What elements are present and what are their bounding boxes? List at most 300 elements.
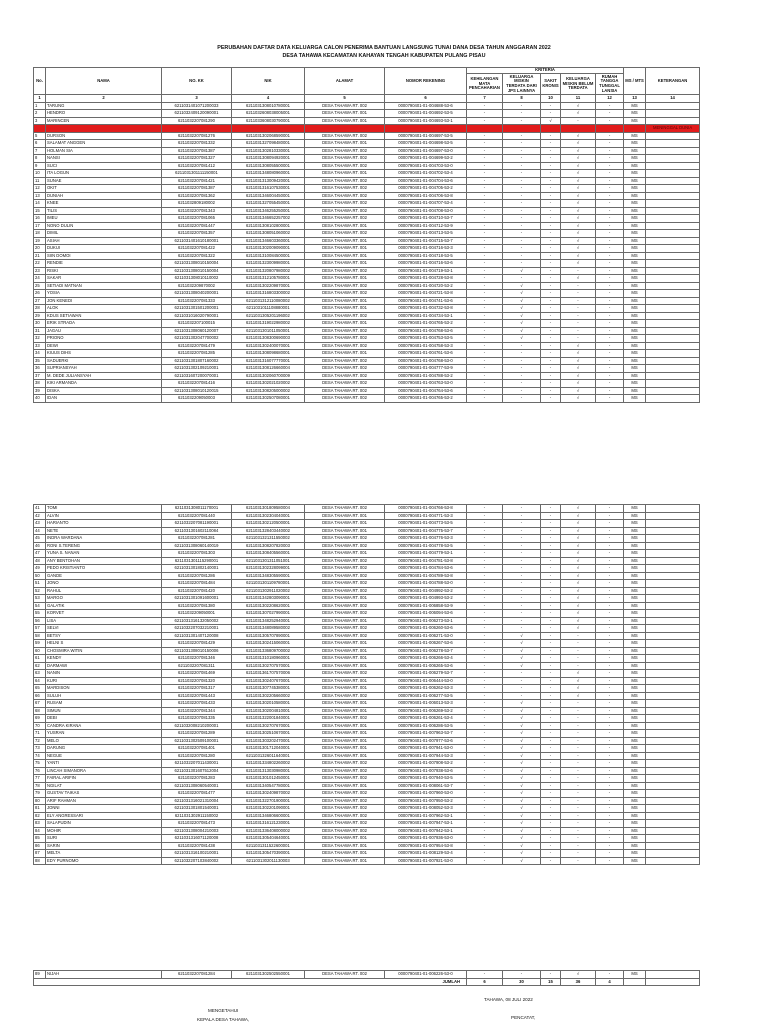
- row-kriteria-5: -: [596, 737, 624, 745]
- row-nokk: 6211031401610180001: [162, 237, 232, 245]
- row-nama: NEGUE: [46, 752, 162, 760]
- row-kriteria-4: √: [561, 595, 596, 603]
- row-kriteria-3: -: [541, 207, 561, 215]
- row-nama: EPITO: [46, 125, 162, 133]
- row-nokk: 6211032207081190001: [162, 520, 232, 528]
- row-alamat: DESA TAHAWA RT. 001: [305, 237, 385, 245]
- row-kriteria-4: √: [561, 140, 596, 148]
- row-kriteria-3: -: [541, 842, 561, 850]
- row-kriteria-3: -: [541, 557, 561, 565]
- row-keterangan: [646, 297, 700, 305]
- row-kriteria-2: √: [503, 647, 541, 655]
- row-nama: SULUH: [46, 692, 162, 700]
- row-kriteria-4: -: [561, 775, 596, 783]
- row-nokk: 6211032207103840002: [162, 857, 232, 865]
- row-kriteria-2: √: [503, 730, 541, 738]
- row-kriteria-1: -: [467, 580, 503, 588]
- row-nama: ARIF RAHMAN: [46, 797, 162, 805]
- row-no: 74: [34, 752, 46, 760]
- row-kriteria-3: -: [541, 170, 561, 178]
- row-no: 70: [34, 722, 46, 730]
- row-keterangan: [646, 587, 700, 595]
- row-nokk: 6211031308011170001: [162, 505, 232, 513]
- row-kriteria-3: -: [541, 692, 561, 700]
- row-kriteria-5: -: [596, 805, 624, 813]
- row-kriteria-3: -: [541, 140, 561, 148]
- header-number-2: 2: [46, 95, 162, 103]
- row-nik: 6211031308207820003: [232, 542, 305, 550]
- row-nik: 6211031302304040001: [232, 512, 305, 520]
- table-row: [34, 677, 700, 685]
- row-nama: HOLMAN SIA: [46, 147, 162, 155]
- row-rekening: 0000790401-01-004703-53-0: [385, 162, 467, 170]
- table-row: [34, 797, 700, 805]
- row-nik: 6211031308055500001: [232, 162, 305, 170]
- row-no: 19: [34, 237, 46, 245]
- row-keterangan: [646, 610, 700, 618]
- row-msmts: MS: [624, 267, 646, 275]
- row-kriteria-4: √: [561, 542, 596, 550]
- row-kriteria-2: -: [503, 617, 541, 625]
- table-row: [34, 647, 700, 655]
- row-kriteria-5: -: [596, 692, 624, 700]
- row-kriteria-5: -: [596, 312, 624, 320]
- row-keterangan: [646, 305, 700, 313]
- row-kriteria-5: -: [596, 842, 624, 850]
- table-row: [34, 632, 700, 640]
- table-row: [34, 670, 700, 678]
- row-kriteria-2: -: [503, 677, 541, 685]
- table-row: [34, 170, 700, 178]
- row-kriteria-1: -: [467, 230, 503, 238]
- row-kriteria-3: -: [541, 737, 561, 745]
- row-keterangan: [646, 790, 700, 798]
- row-kriteria-3: -: [541, 745, 561, 753]
- row-keterangan: [646, 685, 700, 693]
- row-kriteria-4: √: [561, 185, 596, 193]
- row-alamat: DESA TAHAWA RT. 002: [305, 177, 385, 185]
- row-rekening: 0000790401-01-004753-53-5: [385, 335, 467, 343]
- row-kriteria-1: -: [467, 245, 503, 253]
- row-keterangan: [646, 387, 700, 395]
- row-kriteria-3: -: [541, 512, 561, 520]
- row-nama: EDY PURNOMO: [46, 857, 162, 865]
- row-keterangan: [646, 595, 700, 603]
- row-kriteria-2: -: [503, 692, 541, 700]
- row-no: 49: [34, 565, 46, 573]
- row-nokk: 6211032207100015: [162, 320, 232, 328]
- row-kriteria-2: -: [503, 162, 541, 170]
- row-kriteria-4: √: [561, 380, 596, 388]
- row-kriteria-1: -: [467, 335, 503, 343]
- row-kriteria-3: -: [541, 632, 561, 640]
- header-number-9: 10: [541, 95, 561, 103]
- row-kriteria-2: -: [503, 670, 541, 678]
- row-msmts: MS: [624, 625, 646, 633]
- row-no: 44: [34, 527, 46, 535]
- row-kriteria-1: -: [467, 565, 503, 573]
- row-kriteria-5: -: [596, 102, 624, 110]
- row-nokk: 6211032207081440: [162, 512, 232, 520]
- row-nik: 6211031316107530001: [232, 185, 305, 193]
- row-kriteria-1: -: [467, 617, 503, 625]
- total-k2: 30: [503, 978, 541, 986]
- row-rekening: 0000790401-01-006271-53-0: [385, 632, 467, 640]
- row-no: 61: [34, 655, 46, 663]
- table-row: [34, 192, 700, 200]
- row-nik: 6211031346603360001: [232, 237, 305, 245]
- row-keterangan: [646, 290, 700, 298]
- row-alamat: DESA TAHAWA RT. 001: [305, 320, 385, 328]
- header-number-13: 14: [646, 95, 700, 103]
- row-kriteria-5: -: [596, 125, 624, 133]
- row-nama: SETIADI MATNAN: [46, 282, 162, 290]
- row-nama: NANSI: [46, 155, 162, 163]
- row-no: 55: [34, 610, 46, 618]
- row-rekening: 0000790401-01-004732-53-8: [385, 305, 467, 313]
- row-kriteria-3: -: [541, 550, 561, 558]
- row-nik: 6211031340547780001: [232, 782, 305, 790]
- row-keterangan: [646, 252, 700, 260]
- row-kriteria-2: √: [503, 737, 541, 745]
- row-kriteria-2: -: [503, 350, 541, 358]
- row-rekening: 0000790401-01-004698-53-5: [385, 140, 467, 148]
- row-no: 58: [34, 632, 46, 640]
- row-nokk: 6211031308010150006: [162, 647, 232, 655]
- row-nokk: 6211032207081421: [162, 177, 232, 185]
- table-row: [34, 245, 700, 253]
- table-row: [34, 162, 700, 170]
- table-row: [34, 640, 700, 648]
- row-kriteria-1: -: [467, 102, 503, 110]
- row-no: 72: [34, 737, 46, 745]
- row-kriteria-5: -: [596, 715, 624, 723]
- table-row: [34, 775, 700, 783]
- row-kriteria-2: -: [503, 200, 541, 208]
- row-nik: 6211031011108880001: [232, 305, 305, 313]
- row-rekening: 0000790401-01-004728-53-8: [385, 275, 467, 283]
- row-kriteria-5: -: [596, 162, 624, 170]
- row-no: 16: [34, 215, 46, 223]
- row-nokk: 6211032209050003: [162, 395, 232, 403]
- row-kriteria-3: -: [541, 647, 561, 655]
- table-row: [34, 102, 700, 110]
- row-kriteria-1: -: [467, 595, 503, 603]
- header-number-7: 7: [467, 95, 503, 103]
- row-nik: 6211032608038005001: [232, 110, 305, 118]
- row-rekening: 0000790401-01-006262-53-3: [385, 685, 467, 693]
- row-alamat: DESA TAHAWA RT. 002: [305, 767, 385, 775]
- row-nik: 6211031302060700009: [232, 372, 305, 380]
- row-no: 36: [34, 365, 46, 373]
- row-kriteria-5: -: [596, 320, 624, 328]
- row-kriteria-1: -: [467, 192, 503, 200]
- row-kriteria-1: -: [467, 715, 503, 723]
- row-alamat: DESA TAHAWA RT. 001: [305, 252, 385, 260]
- row-nik: 6211031303202470001: [232, 737, 305, 745]
- row-msmts: MS: [624, 237, 646, 245]
- row-alamat: DESA TAHAWA RT. 001: [305, 835, 385, 843]
- row-kriteria-4: -: [561, 282, 596, 290]
- row-msmts: MS: [624, 677, 646, 685]
- row-kriteria-5: -: [596, 237, 624, 245]
- row-no: 42: [34, 512, 46, 520]
- row-kriteria-4: -: [561, 850, 596, 858]
- row-rekening: 0000790401-01-004734-53-1: [385, 312, 467, 320]
- row-nokk: 6211031301111150001: [162, 170, 232, 178]
- row-alamat: DESA TAHAWA RT. 002: [305, 312, 385, 320]
- row-kriteria-5: -: [596, 170, 624, 178]
- row-rekening: 0000790401-01-007962-53-1: [385, 812, 467, 820]
- row-kriteria-3: -: [541, 707, 561, 715]
- row-kriteria-4: -: [561, 707, 596, 715]
- row-keterangan: [646, 282, 700, 290]
- row-kriteria-3: -: [541, 350, 561, 358]
- row-nokk: 6211031308010150004: [162, 267, 232, 275]
- row-nik: 6211031302810330001: [232, 147, 305, 155]
- header-alamat: ALAMAT: [305, 68, 385, 95]
- row-keterangan: [646, 237, 700, 245]
- row-keterangan: [646, 505, 700, 513]
- row-rekening: 0000790401-01-007950-53-2: [385, 797, 467, 805]
- row-no: 68: [34, 707, 46, 715]
- row-kriteria-5: -: [596, 140, 624, 148]
- row-no: 15: [34, 207, 46, 215]
- row-kriteria-1: -: [467, 237, 503, 245]
- row-msmts: MS: [624, 200, 646, 208]
- row-kriteria-2: -: [503, 260, 541, 268]
- row-kriteria-1: -: [467, 707, 503, 715]
- row-nik: 6211031310084500001: [232, 252, 305, 260]
- row-no: 73: [34, 745, 46, 753]
- row-kriteria-4: -: [561, 335, 596, 343]
- row-kriteria-5: -: [596, 535, 624, 543]
- row-msmts: MS: [624, 125, 646, 133]
- row-no: 30: [34, 320, 46, 328]
- row-kriteria-1: -: [467, 380, 503, 388]
- row-nik: 6211031327055450001: [232, 200, 305, 208]
- row-kriteria-2: -: [503, 140, 541, 148]
- row-alamat: DESA TAHAWA RT. 002: [305, 572, 385, 580]
- row-kriteria-5: -: [596, 527, 624, 535]
- row-kriteria-3: -: [541, 535, 561, 543]
- row-no: 12: [34, 185, 46, 193]
- row-kriteria-2: -: [503, 155, 541, 163]
- row-kriteria-4: -: [561, 655, 596, 663]
- row-no: 25: [34, 282, 46, 290]
- header-k2: KELUARGA MISKIN TERDATA DARI JPS LAINNYA: [503, 74, 541, 95]
- row-rekening: 0000790401-01-007908-53-2: [385, 760, 467, 768]
- row-kriteria-5: -: [596, 230, 624, 238]
- row-nik: 6211031316077770001: [232, 357, 305, 365]
- row-msmts: MS: [624, 357, 646, 365]
- row-kriteria-5: -: [596, 835, 624, 843]
- row-kriteria-1: -: [467, 297, 503, 305]
- row-alamat: DESA TAHAWA RT. 002: [305, 580, 385, 588]
- row-kriteria-1: -: [467, 692, 503, 700]
- row-alamat: DESA TAHAWA RT. 001: [305, 677, 385, 685]
- row-nokk: 6211031302109210001: [162, 365, 232, 373]
- row-nokk: 6211032207081422: [162, 245, 232, 253]
- row-kriteria-2: -: [503, 557, 541, 565]
- row-alamat: DESA TAHAWA RT. 002: [305, 557, 385, 565]
- row-no: 87: [34, 850, 46, 858]
- row-msmts: MS: [624, 565, 646, 573]
- row-kriteria-2: -: [503, 580, 541, 588]
- row-alamat: DESA TAHAWA RT. 001: [305, 595, 385, 603]
- row-keterangan: [646, 572, 700, 580]
- row-no: 82: [34, 812, 46, 820]
- row-nama: HARIANTO: [46, 520, 162, 528]
- row-nama: YANTI: [46, 760, 162, 768]
- row-nama: ITA LOGUN: [46, 170, 162, 178]
- row-keterangan: [646, 767, 700, 775]
- table-row: [34, 357, 700, 365]
- row-nama: RONI S.TERENG: [46, 542, 162, 550]
- row-keterangan: [646, 357, 700, 365]
- table-row: [34, 140, 700, 148]
- row-nama: ANY BENTOHAN: [46, 557, 162, 565]
- row-alamat: DESA TAHAWA RT. 002: [305, 365, 385, 373]
- row-nik: 6211031326011640001: [232, 752, 305, 760]
- row-nik: 6211031301712040001: [232, 745, 305, 753]
- row-kriteria-1: -: [467, 387, 503, 395]
- row-rekening: 0000790401-01-004788-53-0: [385, 580, 467, 588]
- row-nik: 6211031302201090001: [232, 805, 305, 813]
- table-row: [34, 617, 700, 625]
- row-keterangan: [646, 842, 700, 850]
- row-keterangan: [646, 797, 700, 805]
- row-rekening: 0000790401-01-004788-53-2: [385, 372, 467, 380]
- row-kriteria-3: -: [541, 827, 561, 835]
- row-msmts: MS: [624, 512, 646, 520]
- row-kriteria-4: √: [561, 565, 596, 573]
- row-msmts: MS: [624, 185, 646, 193]
- row-msmts: MS: [624, 297, 646, 305]
- row-kriteria-5: -: [596, 520, 624, 528]
- row-msmts: MS: [624, 722, 646, 730]
- row-kriteria-2: -: [503, 117, 541, 125]
- row-kriteria-2: √: [503, 640, 541, 648]
- row-nama: SIMUN: [46, 707, 162, 715]
- row-msmts: MS: [624, 527, 646, 535]
- row-nokk: 6211032207081284: [162, 971, 232, 979]
- row-nokk: 6211031016020790001: [162, 312, 232, 320]
- row-msmts: MS: [624, 857, 646, 865]
- row-kriteria-5: -: [596, 132, 624, 140]
- row-kriteria-3: -: [541, 267, 561, 275]
- row-kriteria-2: √: [503, 842, 541, 850]
- row-kriteria-3: -: [541, 505, 561, 513]
- row-alamat: DESA TAHAWA RT. 002: [305, 185, 385, 193]
- row-kriteria-4: √: [561, 170, 596, 178]
- row-kriteria-1: -: [467, 267, 503, 275]
- row-kriteria-1: -: [467, 775, 503, 783]
- row-keterangan: [646, 342, 700, 350]
- row-no: 37: [34, 372, 46, 380]
- row-kriteria-1: -: [467, 260, 503, 268]
- row-keterangan: [646, 730, 700, 738]
- row-msmts: MS: [624, 245, 646, 253]
- row-kriteria-2: -: [503, 550, 541, 558]
- row-keterangan: [646, 365, 700, 373]
- table-row: [34, 312, 700, 320]
- row-nik: 6211031323009980001: [232, 260, 305, 268]
- row-rekening: 0000790401-01-007947-53-1: [385, 820, 467, 828]
- row-keterangan: [646, 192, 700, 200]
- row-nik: 6211031302409870002: [232, 790, 305, 798]
- table-row: [34, 790, 700, 798]
- row-kriteria-5: -: [596, 617, 624, 625]
- row-kriteria-5: -: [596, 215, 624, 223]
- row-nama: ERIK STRADA: [46, 320, 162, 328]
- row-msmts: MS: [624, 610, 646, 618]
- row-nik: 6211031305404640001: [232, 835, 305, 843]
- row-nik: 6211031348089580002: [232, 625, 305, 633]
- row-no: 64: [34, 677, 46, 685]
- row-no: 18: [34, 230, 46, 238]
- row-kriteria-4: √: [561, 357, 596, 365]
- row-alamat: DESA TAHAWA RT. 002: [305, 670, 385, 678]
- row-no: 17: [34, 222, 46, 230]
- row-kriteria-2: √: [503, 290, 541, 298]
- row-kriteria-4: -: [561, 662, 596, 670]
- row-kriteria-3: -: [541, 185, 561, 193]
- row-kriteria-2: -: [503, 625, 541, 633]
- row-rekening: 0000790401-01-004993-53-2: [385, 595, 467, 603]
- row-nik: 6211031313030980001: [232, 767, 305, 775]
- row-kriteria-4: -: [561, 290, 596, 298]
- row-nokk: 6211032207081477: [162, 790, 232, 798]
- row-nokk: 6211032207081065: [162, 215, 232, 223]
- header-number-12: 13: [624, 95, 646, 103]
- row-no: 40: [34, 395, 46, 403]
- row-kriteria-5: -: [596, 572, 624, 580]
- row-rekening: 0000790401-01-004761-53-6: [385, 350, 467, 358]
- row-kriteria-4: -: [561, 722, 596, 730]
- row-keterangan: [646, 155, 700, 163]
- row-nokk: 6211031302047700002: [162, 335, 232, 343]
- row-kriteria-1: -: [467, 282, 503, 290]
- row-kriteria-1: -: [467, 625, 503, 633]
- row-msmts: MS: [624, 542, 646, 550]
- row-nokk: 6211032209050001: [162, 610, 232, 618]
- row-msmts: MS: [624, 745, 646, 753]
- row-nokk: 6211032207081285: [162, 350, 232, 358]
- row-kriteria-3: -: [541, 297, 561, 305]
- row-kriteria-5: -: [596, 797, 624, 805]
- row-kriteria-2: √: [503, 775, 541, 783]
- row-kriteria-3: -: [541, 580, 561, 588]
- row-nokk: 6211031302509100001: [162, 737, 232, 745]
- row-kriteria-2: √: [503, 835, 541, 843]
- table-row: [34, 125, 700, 133]
- row-kriteria-4: -: [561, 632, 596, 640]
- header-nik: NIK: [232, 68, 305, 95]
- row-no: 26: [34, 290, 46, 298]
- row-alamat: DESA TAHAWA RT. 002: [305, 342, 385, 350]
- row-kriteria-1: -: [467, 305, 503, 313]
- row-alamat: DESA TAHAWA RT. 001: [305, 752, 385, 760]
- row-kriteria-5: -: [596, 110, 624, 118]
- row-msmts: MS: [624, 737, 646, 745]
- row-alamat: DESA TAHAWA RT. 001: [305, 730, 385, 738]
- row-kriteria-4: √: [561, 342, 596, 350]
- row-alamat: DESA TAHAWA RT. 002: [305, 387, 385, 395]
- row-kriteria-5: -: [596, 282, 624, 290]
- row-kriteria-3: -: [541, 102, 561, 110]
- row-msmts: MS: [624, 767, 646, 775]
